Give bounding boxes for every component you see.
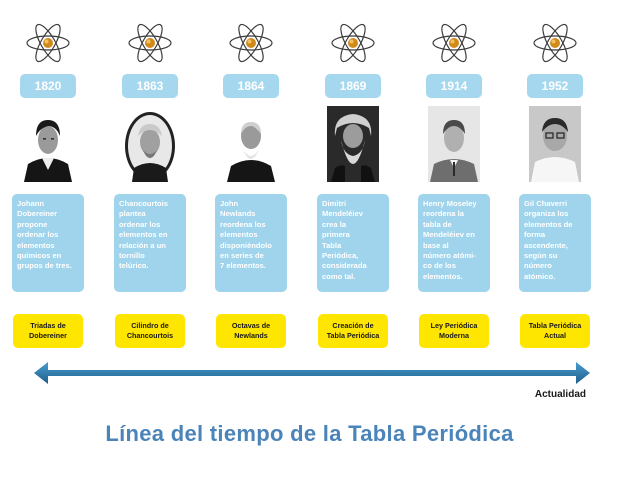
page-title: Línea del tiempo de la Tabla Periódica <box>105 421 514 446</box>
label-box: Triadas de Dobereiner <box>13 314 83 348</box>
portrait-photo <box>324 106 382 182</box>
timeline-entry-1863 <box>100 0 200 360</box>
description-box: Johann Dobereiner propone ordenar los elementos químicos en grupos de tres. <box>12 194 84 292</box>
label-box: Ley Periódica Moderna <box>419 314 489 348</box>
timeline-entry-1952 <box>505 0 605 360</box>
year-badge: 1863 <box>122 74 178 98</box>
portrait-photo <box>121 106 179 182</box>
present-label: Actualidad <box>534 389 586 400</box>
atom-icon <box>227 20 275 66</box>
atom-icon <box>24 20 72 66</box>
timeline-entry-1820 <box>0 0 98 360</box>
year-badge: 1952 <box>527 74 583 98</box>
atom-icon <box>329 20 377 66</box>
year-badge: 1869 <box>325 74 381 98</box>
label-box: Cilindro de Chancourtois <box>115 314 185 348</box>
year-badge: 1820 <box>20 74 76 98</box>
portrait-photo <box>529 106 581 182</box>
label-box: Octavas de Newlands <box>216 314 286 348</box>
description-box: Chancourtois plantea ordenar los elementos en relación a un tornillo telúrico. <box>114 194 186 292</box>
label-box: Tabla Periódica Actual <box>520 314 590 348</box>
year-badge: 1914 <box>426 74 482 98</box>
description-box: Henry Moseley reordena la tabla de Mendeléiev en base al número atómi- co de los elementos. <box>418 194 490 292</box>
timeline-entry-1869 <box>303 0 403 360</box>
atom-icon <box>126 20 174 66</box>
timeline-entry-1864 <box>201 0 301 360</box>
portrait-photo <box>428 106 480 182</box>
timeline-entry-1914 <box>404 0 504 360</box>
year-badge: 1864 <box>223 74 279 98</box>
description-box: John Newlands reordena los elementos disponiéndolo en series de 7 elementos. <box>215 194 287 292</box>
timeline-arrow <box>34 362 590 384</box>
atom-icon <box>531 20 579 66</box>
portrait-photo <box>225 106 277 182</box>
label-box: Creación de Tabla Periódica <box>318 314 388 348</box>
atom-icon <box>430 20 478 66</box>
portrait-photo <box>22 106 74 182</box>
description-box: Dimitri Mendeléiev crea la primera Tabla Periódica, considerada como tal. <box>317 194 389 292</box>
description-box: Gil Chaverri organiza los elementos de forma ascendente, según su número atómico. <box>519 194 591 292</box>
